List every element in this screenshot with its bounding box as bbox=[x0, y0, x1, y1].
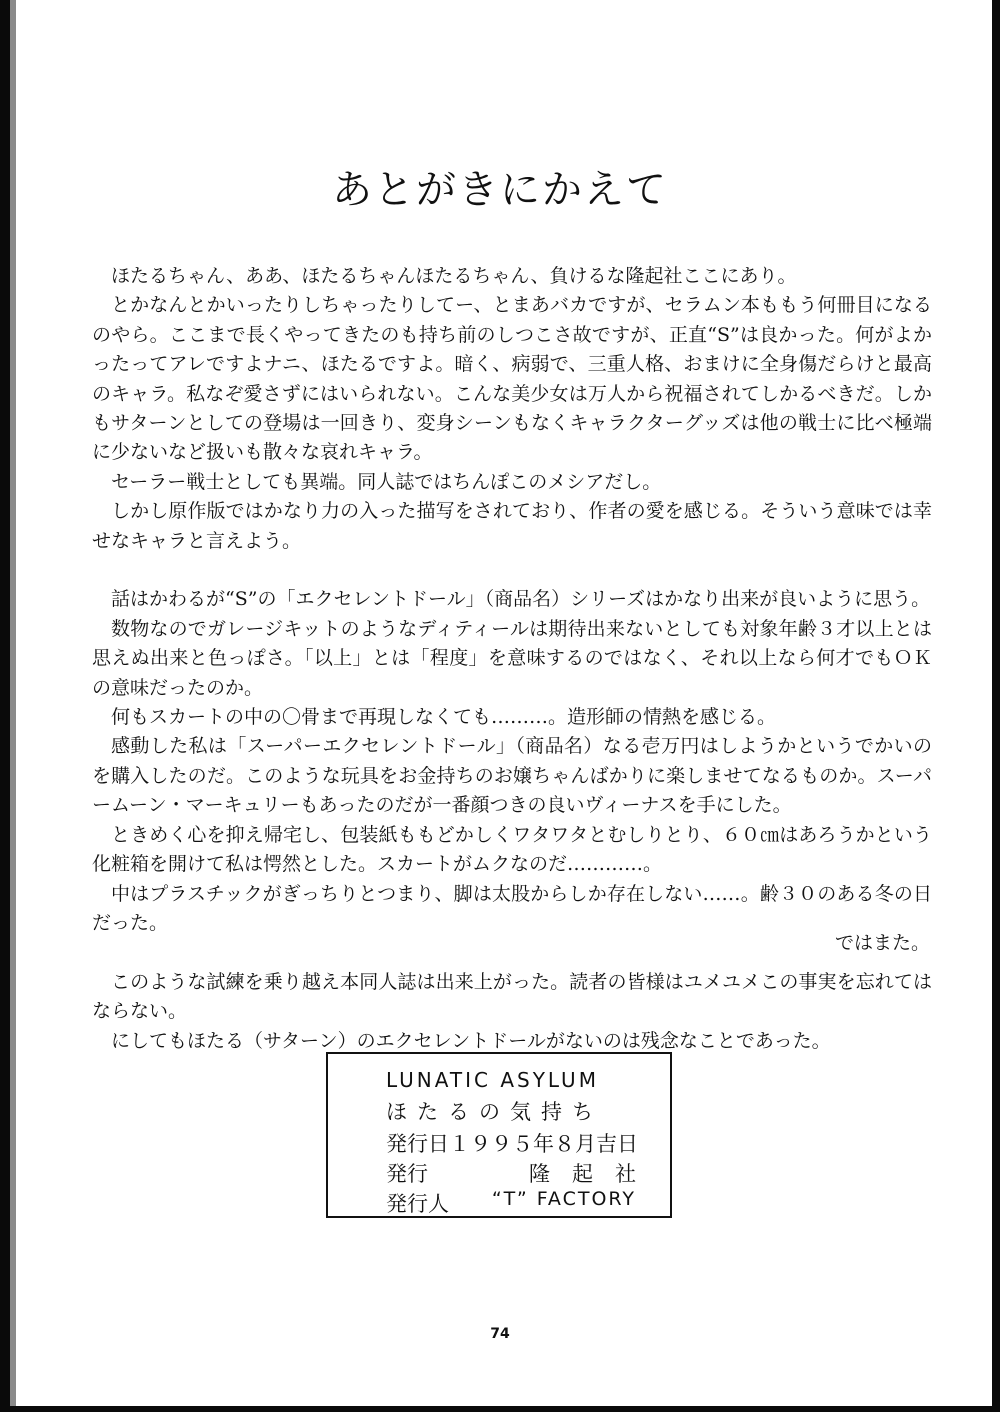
paragraph: にしてもほたる（サターン）のエクセレントドールがないのは残念なことであった。 bbox=[111, 1029, 831, 1052]
paragraph-gap bbox=[92, 556, 932, 585]
page-title: あとがきにかえて bbox=[332, 167, 668, 213]
paragraph-gap bbox=[92, 938, 932, 967]
paragraph: 中はプラスチックがぎっちりとつまり、脚は太股からしか存在しない……。齢３０のある冬の日だった。 bbox=[92, 882, 932, 934]
colophon-box bbox=[326, 1052, 672, 1218]
signoff: ではまた。 bbox=[834, 932, 930, 954]
colophon-date-value: １９９５年８月吉日 bbox=[449, 1132, 638, 1156]
paragraph: 数物なのでガレージキットのようなディティールは期待出来ないとしても対象年齢３才以上とは思えぬ出来と色っぽさ。「以上」とは「程度」を意味するのではなく、それ以上なら何才でもＯＫの意味だったのか。 bbox=[92, 617, 932, 699]
paragraph: このような試練を乗り越え本同人誌は出来上がった。読者の皆様はユメユメこの事実を忘れてはならない。 bbox=[92, 970, 932, 1023]
colophon-person-label: 発行人 bbox=[386, 1192, 449, 1216]
colophon-book-title: ほたるの気持ち bbox=[386, 1100, 603, 1124]
colophon-date-row bbox=[386, 1128, 636, 1158]
paragraph: ほたるちゃん、ああ、ほたるちゃんほたるちゃん、負けるな隆起社ここにあり。 bbox=[111, 265, 797, 287]
paragraph: 何もスカートの中の〇骨まで再現しなくても………。造形師の情熱を感じる。 bbox=[111, 706, 777, 729]
colophon-publisher-row bbox=[386, 1158, 658, 1188]
paragraph: ときめく心を抑え帰宅し、包装紙ももどかしくワタワタとむしりとり、６０㎝はあろうかという化粧箱を開けて私は愕然とした。スカートがムクなのだ…………。 bbox=[92, 823, 932, 876]
paragraph: 話はかわるが“S”の「エクセレントドール」（商品名）シリーズはかなり出来が良いように思う。 bbox=[111, 588, 931, 611]
colophon-person-row bbox=[386, 1188, 636, 1218]
afterword-body bbox=[92, 262, 932, 1056]
colophon-publisher-label: 発行 bbox=[386, 1162, 428, 1186]
colophon-publisher-value: 隆起社 bbox=[529, 1162, 658, 1186]
colophon-circle-name: LUNATIC ASYLUM bbox=[386, 1068, 599, 1092]
paragraph: とかなんとかいったりしちゃったりしてー、とまあバカですが、セラムン本ももう何冊目になるのやら。ここまで長くやってきたのも持ち前のしつこさ故ですが、正直“S”は良かった。何がよかったってアレですよナニ、ほたるですよ。暗く、病弱で、三重人格、おまけに全身傷だらけと最高のキャラ。私なぞ愛さずにはいられない。こんな美少女は万人から祝福されてしかるべきだ。しかもサターンとしての登場は一回きり、変身シーンもなくキャラクターグッズは他の戦士に比べ極端に少ないなど扱いも散々な哀れキャラ。 bbox=[92, 294, 932, 464]
page-number: 74 bbox=[490, 1326, 510, 1342]
colophon-date-label: 発行日 bbox=[386, 1132, 449, 1156]
colophon-person-value: “T” FACTORY bbox=[491, 1188, 636, 1210]
scan-edge-bottom bbox=[0, 1406, 1000, 1412]
paragraph: しかし原作版ではかなり力の入った描写をされており、作者の愛を感じる。そういう意味では幸せなキャラと言えよう。 bbox=[92, 500, 932, 552]
paragraph: 感動した私は「スーパーエクセレントドール」（商品名）なる壱万円はしようかというでかいのを購入したのだ。このような玩具をお金持ちのお嬢ちゃんばかりに楽しませてなるものか。スーパームーン・マーキュリーもあったのだが一番顔つきの良いヴィーナスを手にした。 bbox=[92, 735, 932, 817]
paragraph: セーラー戦士としても異端。同人誌ではちんぽこのメシアだし。 bbox=[111, 470, 662, 493]
